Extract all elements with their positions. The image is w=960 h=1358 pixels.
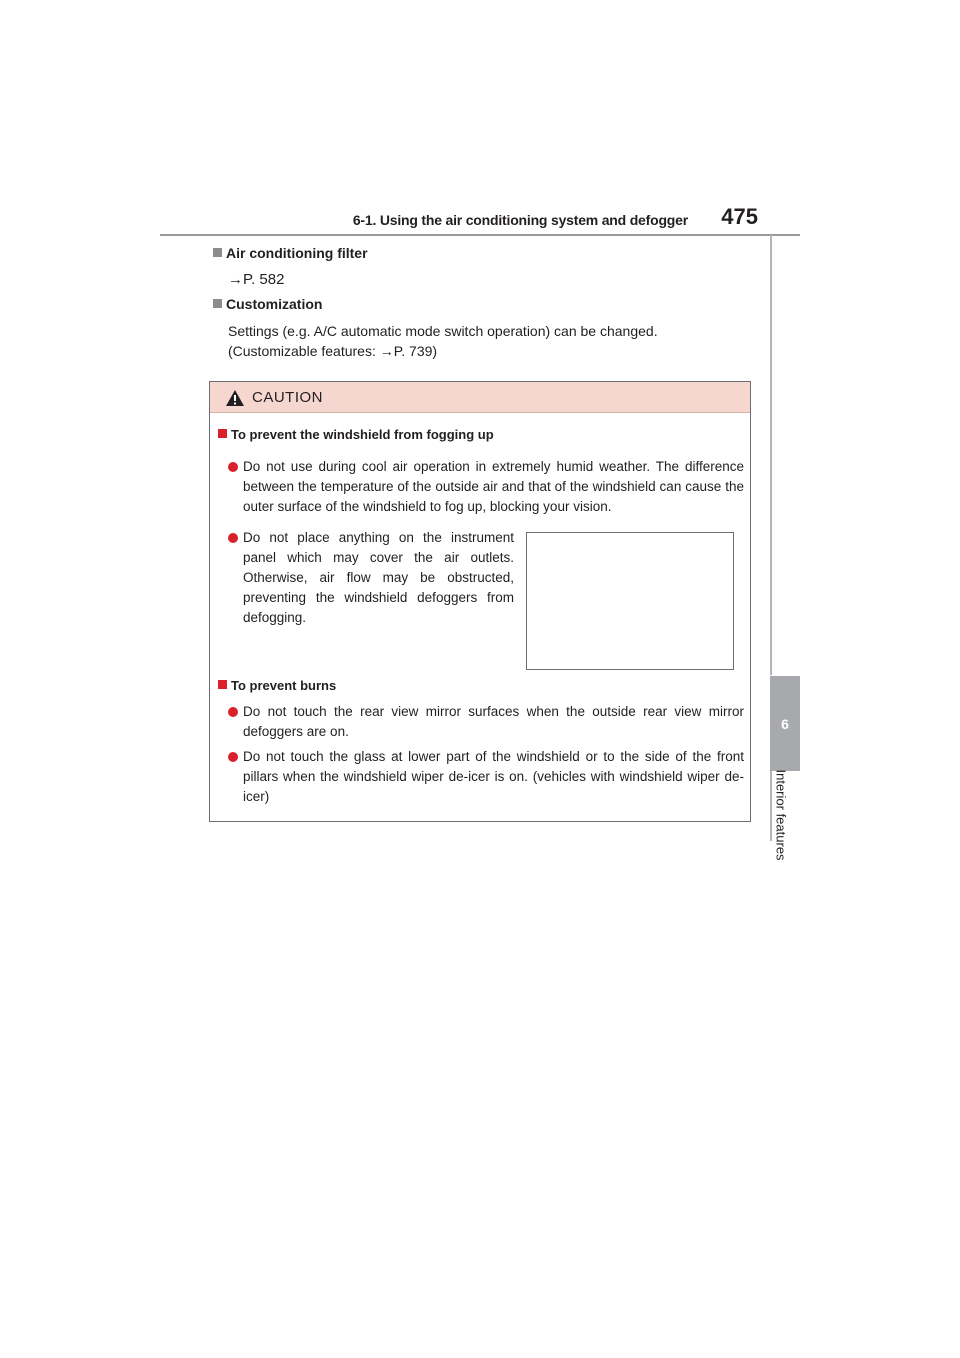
bullet-dot-icon [228,462,238,472]
bullet-dot-icon [228,707,238,717]
caution-box [209,381,751,822]
page-header [160,204,800,236]
caution-title: CAUTION [252,389,323,406]
filter-heading: Air conditioning filter [213,245,368,261]
illustration-placeholder [526,532,734,670]
square-bullet-icon [213,299,222,308]
customization-heading: Customization [213,296,322,312]
burns-bullet-1: Do not touch the rear view mirror surfaces when the outside rear view mirror defoggers are on. [228,702,744,742]
fog-heading: To prevent the windshield from fogging up [218,427,494,442]
fog-bullet-2: Do not place anything on the instrument panel which may cover the air outlets. Otherwise, air flow may be obstructed, preventing the windshield defoggers from defogging. [228,528,514,628]
page-number: 475 [721,204,758,229]
warning-triangle-icon [226,390,244,406]
bullet-dot-icon [228,752,238,762]
section-title: 6-1. Using the air conditioning system and defogger [352,212,688,228]
chapter-tab: 6 [770,676,800,771]
burns-bullet-2: Do not touch the glass at lower part of the windshield or to the side of the front pillars when the windshield wiper de-icer is on. (vehicles with windshield wiper de-icer) [228,747,744,807]
chapter-label: Interior features [773,769,789,861]
bullet-dot-icon [228,533,238,543]
square-bullet-icon [218,429,227,438]
customization-line-2: (Customizable features: →P. 739) [228,343,438,359]
square-bullet-icon [218,680,227,689]
fog-bullet-1: Do not use during cool air operation in extremely humid weather. The difference between the temperature of the outside air and that of the windshield can cause the outer surface of the windshield to fog up, blocking your vision. [228,457,744,517]
caution-header [210,382,750,413]
square-bullet-icon [213,248,222,257]
customization-line-1: Settings (e.g. A/C automatic mode switch operation) can be changed. [228,323,658,339]
burns-heading: To prevent burns [218,678,336,693]
side-rule-top [770,235,772,675]
filter-reference: →P. 582 [228,271,285,288]
